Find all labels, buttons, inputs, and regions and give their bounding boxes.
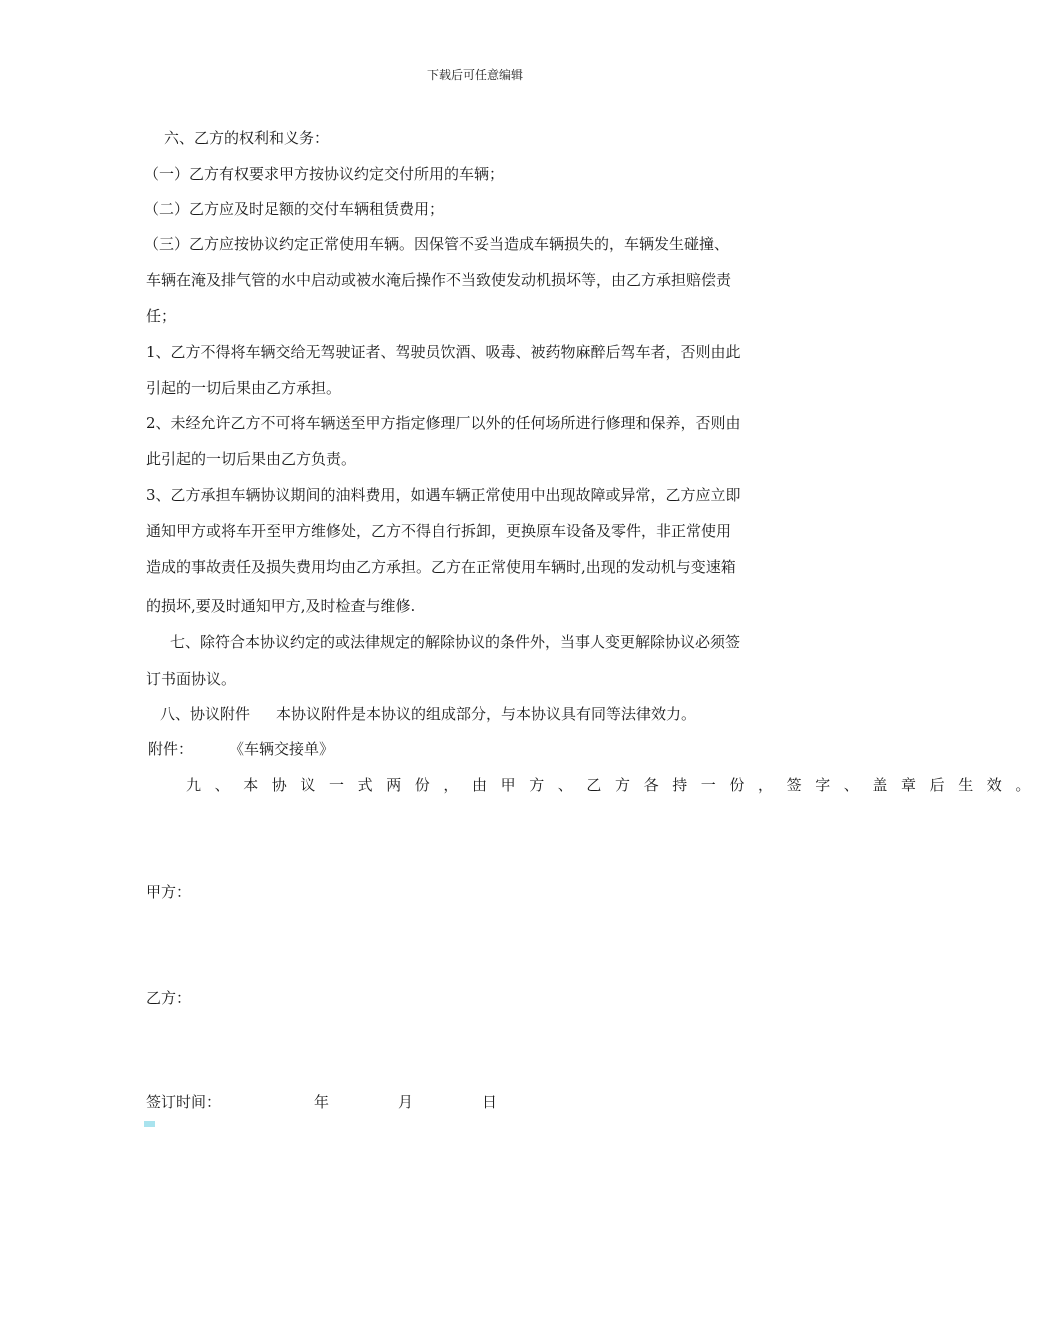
section-6-title: 六、乙方的权利和义务： (164, 129, 330, 147)
attachment-label: 附件： (148, 740, 194, 758)
section-9: 九、本协议一式两份，由甲方、乙方各持一份，签字、盖章后生效。 (186, 776, 1044, 794)
body-line: 1、乙方不得将车辆交给无驾驶证者、驾驶员饮酒、吸毒、被药物麻醉后驾车者，否则由此 (146, 343, 741, 361)
body-line: 造成的事故责任及损失费用均由乙方承担。乙方在正常使用车辆时,出现的发动机与变速箱 (146, 558, 736, 576)
section-8-text: 本协议附件是本协议的组成部分，与本协议具有同等法律效力。 (276, 705, 697, 723)
body-line: 任； (146, 307, 177, 325)
body-line: 车辆在淹及排气管的水中启动或被水淹后操作不当致使发动机损坏等，由乙方承担赔偿责 (146, 271, 732, 289)
signing-date-line (146, 1092, 816, 1112)
date-day: 日 (482, 1093, 498, 1111)
section-8 (160, 704, 830, 724)
date-month: 月 (398, 1093, 414, 1111)
attachment-line (148, 739, 818, 759)
text-cursor-marker (144, 1121, 155, 1127)
body-line: 通知甲方或将车开至甲方维修处，乙方不得自行拆卸，更换原车设备及零件，非正常使用 (146, 522, 732, 540)
body-line: 3、乙方承担车辆协议期间的油料费用，如遇车辆正常使用中出现故障或异常，乙方应立即 (146, 486, 741, 504)
body-line: 2、未经允许乙方不可将车辆送至甲方指定修理厂以外的任何场所进行修理和保养，否则由 (146, 414, 741, 432)
body-line: 订书面协议。 (146, 670, 237, 688)
attachment-name: 《车辆交接单》 (229, 740, 335, 758)
body-line: （三）乙方应按协议约定正常使用车辆。因保管不妥当造成车辆损失的，车辆发生碰撞、 (144, 235, 730, 253)
body-line: 此引起的一切后果由乙方负责。 (146, 450, 357, 468)
body-line: （二）乙方应及时足额的交付车辆租赁费用； (144, 200, 445, 218)
body-line: 的损坏,要及时通知甲方,及时检查与维修. (146, 597, 416, 615)
body-line: 引起的一切后果由乙方承担。 (146, 379, 342, 397)
party-a-label: 甲方： (146, 883, 192, 901)
body-line: （一）乙方有权要求甲方按协议约定交付所用的车辆； (144, 165, 505, 183)
date-year: 年 (314, 1093, 330, 1111)
party-b-label: 乙方： (146, 989, 192, 1007)
signing-date-label: 签订时间： (146, 1093, 222, 1111)
section-8-title: 八、协议附件 (160, 705, 251, 723)
page-header: 下载后可任意编辑 (426, 68, 523, 82)
section-7: 七、除符合本协议约定的或法律规定的解除协议的条件外，当事人变更解除协议必须签 (170, 633, 741, 651)
